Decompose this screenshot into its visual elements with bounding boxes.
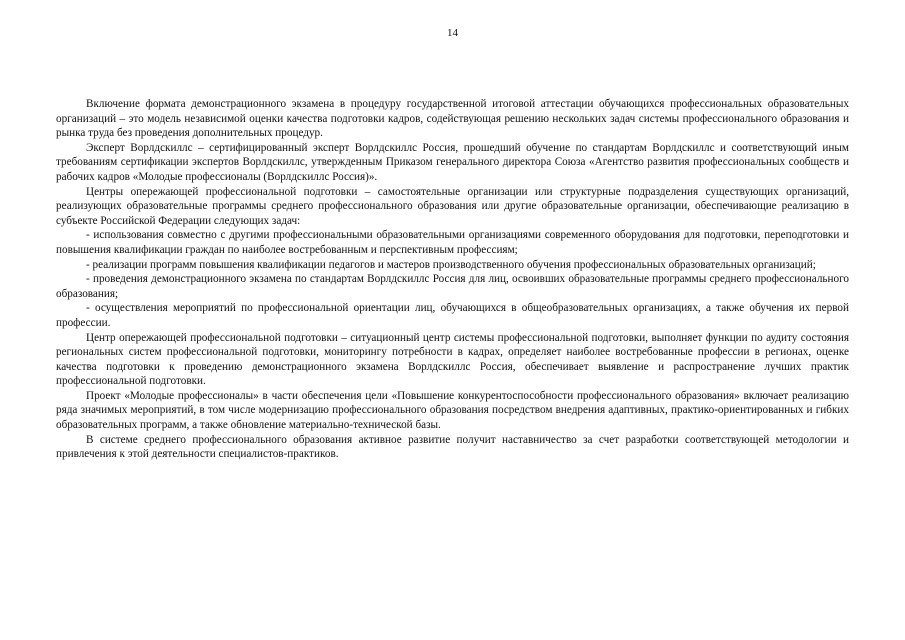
document-body <box>56 97 849 462</box>
page-number: 14 <box>447 27 458 39</box>
paragraph: Эксперт Ворлдскиллс – сертифицированный эксперт Ворлдскиллс Россия, прошедший обучение по стандартам Ворлдскиллс и соответствующий иным требованиям сертификации экспертов Ворлдскиллс, утвержденным Приказом генерального директора Союза «Агентство развития профессиональных сообществ и рабочих кадров «Молодые профессионалы (Ворлдскиллс Россия)». <box>56 141 849 183</box>
list-item: - проведения демонстрационного экзамена по стандартам Ворлдскиллс Россия для лиц, освоивших образовательные программы среднего профессионального образования; <box>56 273 849 300</box>
list-item: - реализации программ повышения квалификации педагогов и мастеров производственного обучения профессиональных образовательных организаций; <box>86 258 816 271</box>
paragraph: В системе среднего профессионального образования активное развитие получит наставничество за счет разработки соответствующей методологии и привлечения к этой деятельности специалистов-практиков. <box>56 433 849 461</box>
list-item: - осуществления мероприятий по профессиональной ориентации лиц, обучающихся в общеобразовательных организациях, а также обучения их первой профессии. <box>56 302 849 329</box>
list-item: - использования совместно с другими профессиональными образовательными организациями современного оборудования для подготовки, переподготовки и повышения квалификации граждан по наиболее востребованным и перспективным профессиям; <box>56 229 849 256</box>
paragraph: Центры опережающей профессиональной подготовки – самостоятельные организации или структурные подразделения существующих организаций, реализующих образовательные программы среднего профессионального образования или другие образовательные организации, обеспечивающие реализацию в субъекте Российской Федерации следующих задач: <box>56 185 849 227</box>
paragraph: Проект «Молодые профессионалы» в части обеспечения цели «Повышение конкурентоспособности профессионального образования» включает реализацию ряда значимых мероприятий, в том числе модернизацию профессионального образования посредством внедрения адаптивных, практико-ориентированных и гибких образовательных программ, а также обновление материально-технической базы. <box>56 389 849 432</box>
paragraph: Центр опережающей профессиональной подготовки – ситуационный центр системы профессиональной подготовки, выполняет функции по аудиту состояния региональных систем профессиональной подготовки, мониторингу потребности в кадрах, определяет наиболее востребованные профессии в регионах, оценке качества подготовки к проведению демонстрационного экзамена Ворлдскиллс Россия, обеспечивает выявление и распространение лучших практик профессиональной подготовки. <box>56 331 849 388</box>
paragraph: Включение формата демонстрационного экзамена в процедуру государственной итоговой аттестации обучающихся профессиональных образовательных организаций – это модель независимой оценки качества подготовки кадров, содействующая решению нескольких задач системы профессионального образования и рынка труда без проведения дополнительных процедур. <box>56 98 849 140</box>
